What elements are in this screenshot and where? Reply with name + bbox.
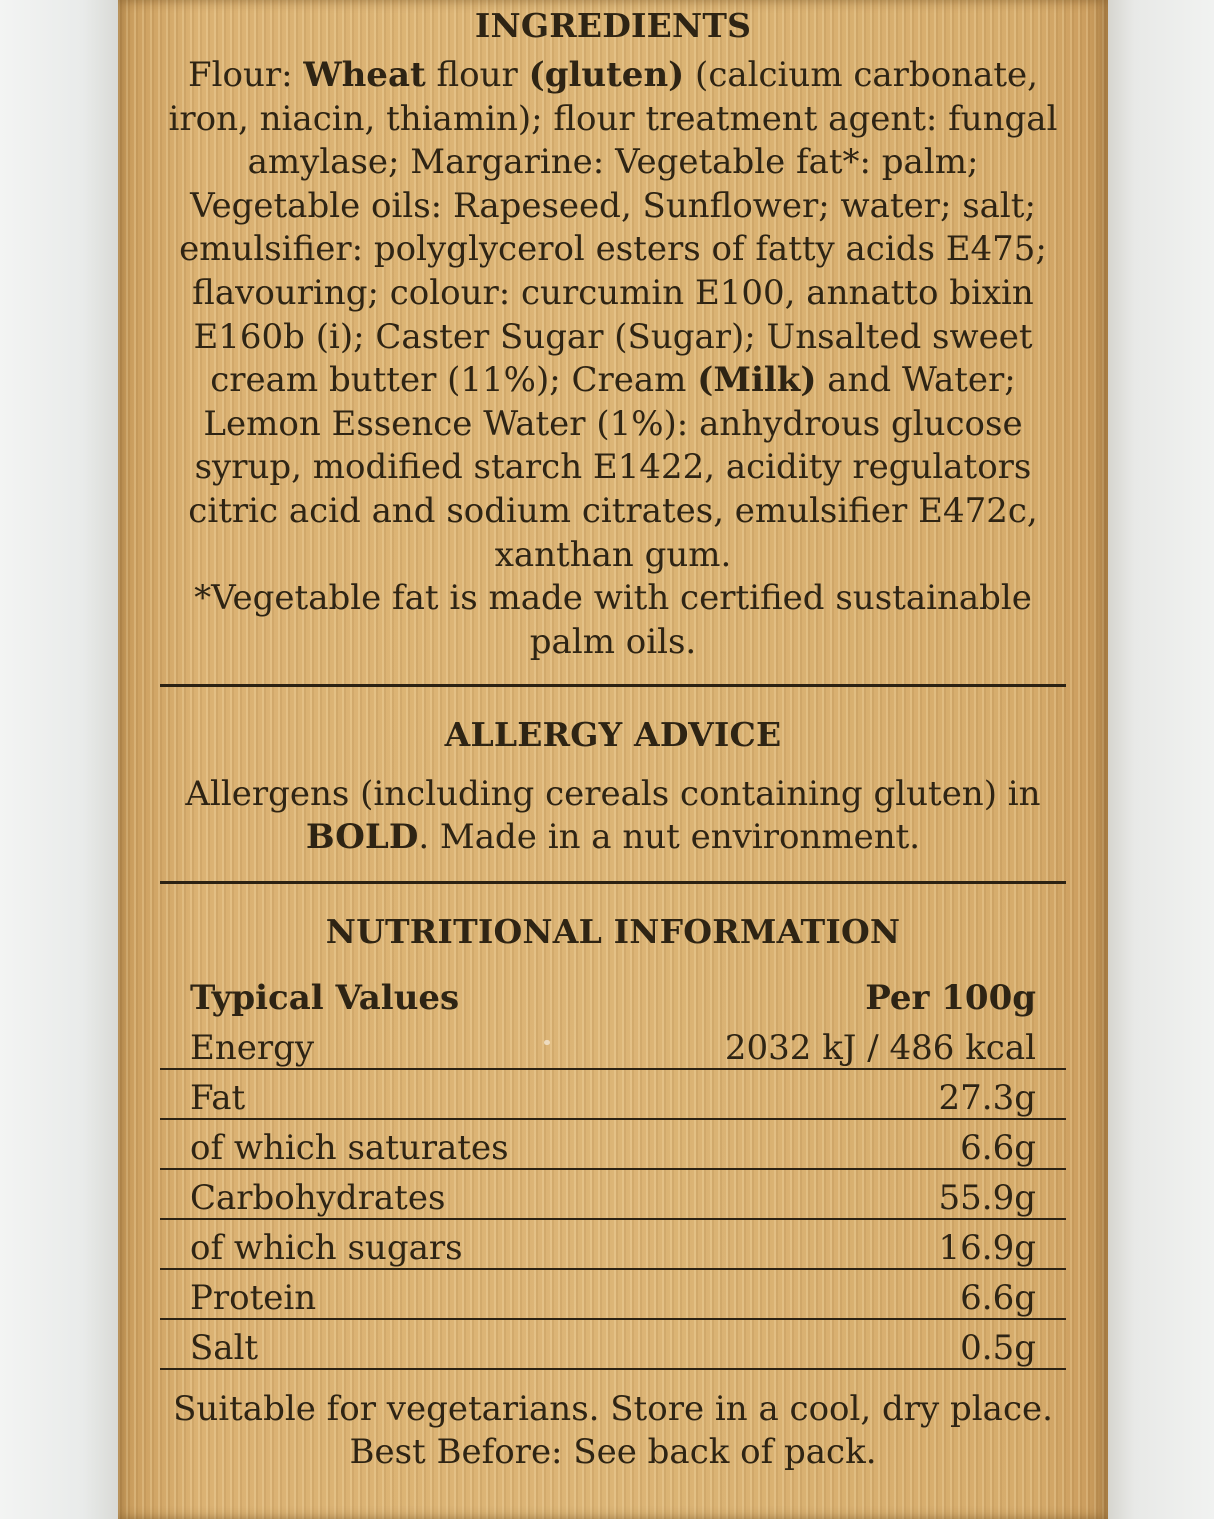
- nutrition-table: [160, 972, 1066, 1370]
- nutrient-value: 55.9g: [618, 1169, 1066, 1219]
- nutrient-value: 6.6g: [618, 1119, 1066, 1169]
- nutrient-value: 6.6g: [618, 1269, 1066, 1319]
- allergen-wheat: Wheat: [303, 55, 426, 95]
- table-row: [160, 1319, 1066, 1369]
- column-header-value: Per 100g: [865, 978, 1036, 1019]
- ingredients-text-part: (calcium carbonate, iron, niacin, thiamin); flour treatment agent: fungal amylase; Margarine: Vegetable fat*: palm; Vegetable oils: Rapeseed, Sunflower; water; salt; emulsifier: polyglycerol esters of fatty acids E475; flavouring; colour: curcumin E100, annatto bixin E160b (i); Caster Sugar (Sugar); Unsalted sweet cream butter (11%); Cream: [168, 55, 1058, 401]
- nutrient-label: Salt: [160, 1319, 618, 1369]
- nutrient-label: of which saturates: [160, 1119, 618, 1169]
- table-row: [160, 1119, 1066, 1169]
- nutrient-value: 27.3g: [618, 1069, 1066, 1119]
- table-row: [160, 1069, 1066, 1119]
- nutrient-label: of which sugars: [160, 1219, 618, 1269]
- ingredients-section: [160, 6, 1066, 664]
- nutrient-value: 0.5g: [618, 1319, 1066, 1369]
- ingredients-text-part: and Water; Lemon Essence Water (1%): anhydrous glucose syrup, modified starch E1422, acidity regulators citric acid and sodium citrates, emulsifier E472c, xanthan gum.: [188, 360, 1038, 575]
- label-content: [160, 6, 1066, 1474]
- vegetable-fat-note: *Vegetable fat is made with certified sustainable palm oils.: [194, 578, 1032, 662]
- allergy-bold-word: BOLD: [305, 817, 419, 858]
- storage-text: Suitable for vegetarians. Store in a cool, dry place.: [173, 1389, 1053, 1430]
- nutrient-value: 16.9g: [618, 1219, 1066, 1269]
- nutrient-value: 2032 kJ / 486 kcal: [618, 1020, 1066, 1069]
- divider-line: [160, 684, 1066, 687]
- ingredients-heading: INGREDIENTS: [474, 6, 752, 45]
- table-row: [160, 1219, 1066, 1269]
- allergen-milk: (Milk): [697, 360, 817, 401]
- storage-footer: [160, 1388, 1066, 1474]
- allergy-text-part: . Made in a nut environment.: [418, 817, 921, 858]
- nutrient-label: Energy: [160, 1020, 618, 1069]
- nutrient-label: Carbohydrates: [160, 1169, 618, 1219]
- ingredients-text-part: Flour:: [188, 55, 304, 95]
- divider-line: [160, 881, 1066, 884]
- nutrient-label: Protein: [160, 1269, 618, 1319]
- table-row: [160, 1020, 1066, 1069]
- allergen-gluten: (gluten): [528, 55, 685, 95]
- column-header-label: Typical Values: [190, 978, 460, 1019]
- nutrient-label: Fat: [160, 1069, 618, 1119]
- ingredients-text: [160, 54, 1066, 577]
- nutrition-section: [160, 910, 1066, 1370]
- table-row: [160, 1269, 1066, 1319]
- allergy-heading: ALLERGY ADVICE: [444, 715, 782, 755]
- nutrition-heading: NUTRITIONAL INFORMATION: [325, 912, 901, 952]
- package-label-panel: [118, 0, 1108, 1519]
- allergy-text-part: Allergens (including cereals containing gluten) in: [185, 774, 1041, 815]
- allergy-section: [160, 713, 1066, 859]
- allergy-text: [160, 773, 1066, 859]
- best-before-text: Best Before: See back of pack.: [349, 1432, 877, 1473]
- ingredients-text-part: flour: [425, 55, 529, 95]
- background-wall-right: [1108, 0, 1214, 1519]
- table-row: [160, 1169, 1066, 1219]
- nutrition-header-row: [160, 972, 1066, 1020]
- background-wall-left: [0, 0, 118, 1519]
